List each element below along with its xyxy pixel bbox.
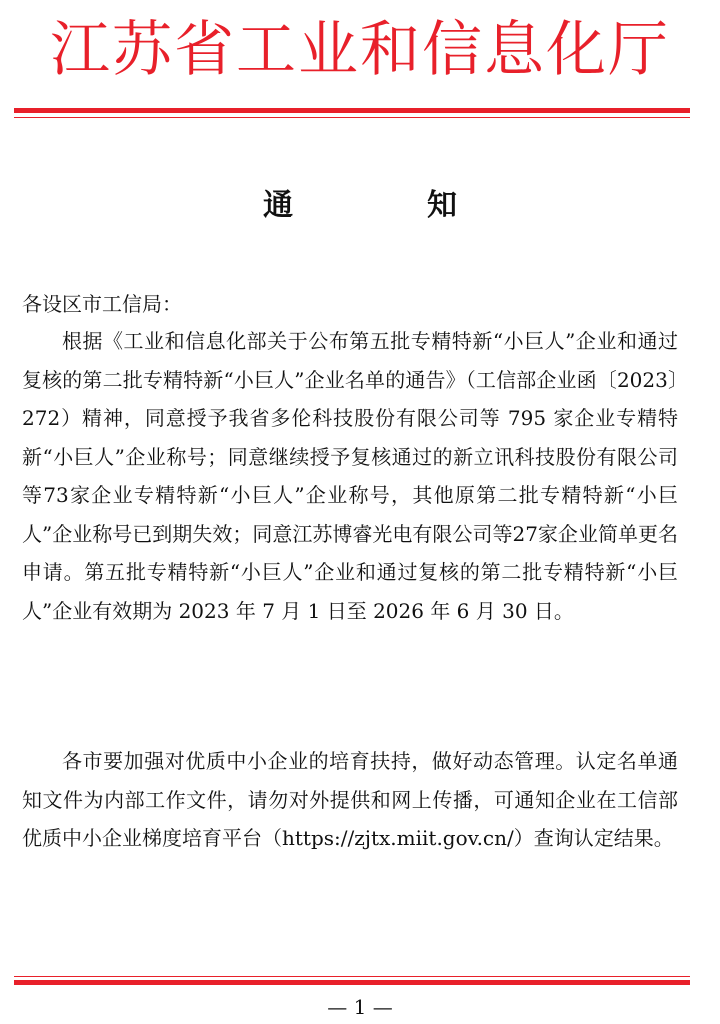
header-rule-thin: [14, 117, 690, 118]
letterhead-title: 江苏省工业和信息化厅: [50, 15, 670, 85]
document-title: 通 知: [263, 188, 509, 223]
footer-rule-thick: [14, 980, 690, 985]
page-number: — 1 —: [327, 995, 393, 1019]
body-paragraph-2: 各市要加强对优质中小企业的培育扶持，做好动态管理。认定名单通知文件为内部工作文件，请勿对外提供和网上传播，可通知企业在工信部优质中小企业梯度培育平台（https://zjtx.miit.gov.cn/）查询认定结果。: [22, 749, 678, 850]
footer-rule-thin: [14, 976, 690, 977]
header-rule-thick: [14, 108, 690, 113]
body-paragraph-1: 根据《工业和信息化部关于公布第五批专精特新“小巨人”企业和通过复核的第二批专精特新“小巨人”企业名单的通告》（工信部企业函〔2023〕272）精神，同意授予我省多伦科技股份有限公司等 795 家企业专精特新“小巨人”企业称号；同意继续授予复核通过的新立讯科技股份有限公司等73家企业专精特新“小巨人”企业称号，其他原第二批专精特新“小巨人”企业称号已到期失效；同意江苏博睿光电有限公司等27家企业简单更名申请。第五批专精特新“小巨人”企业和通过复核的第二批专精特新“小巨人”企业有效期为 2023 年 7 月 1 日至 2026 年 6 月 30 日。: [22, 329, 678, 623]
addressee-line: 各设区市工信局：: [22, 292, 182, 316]
